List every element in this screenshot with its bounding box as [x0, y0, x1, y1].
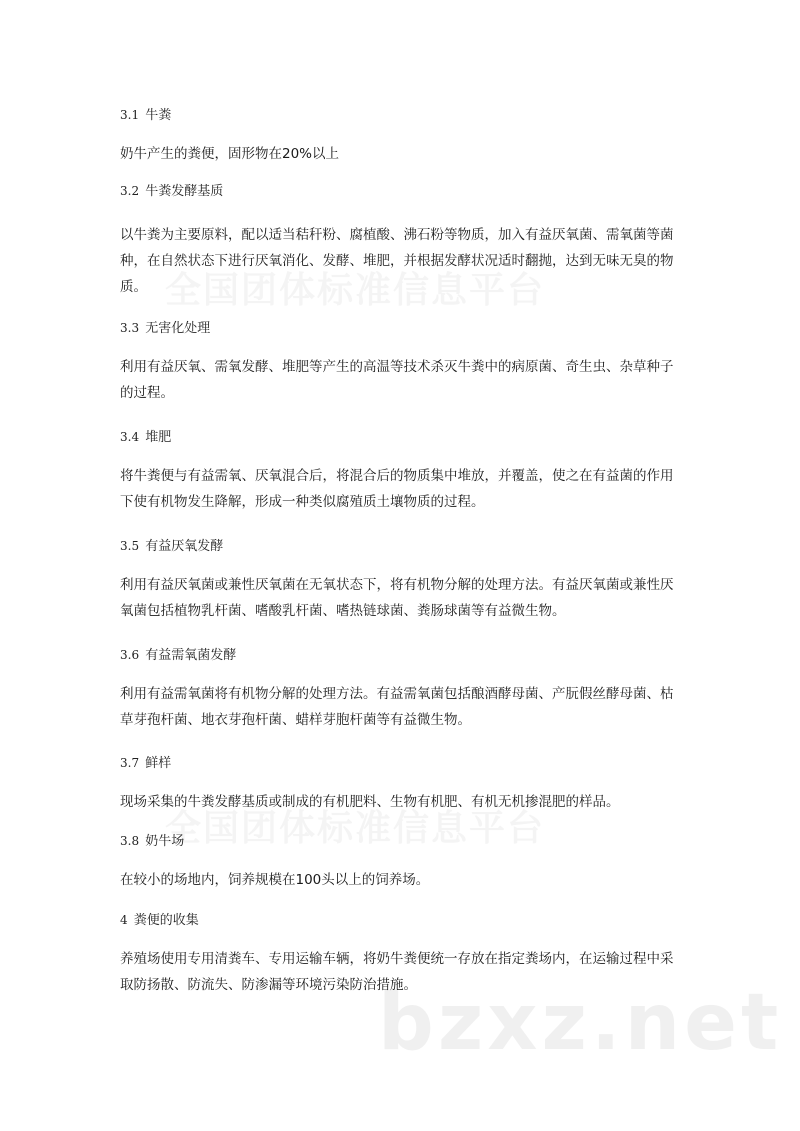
section-number: 3.5: [120, 539, 140, 553]
paragraph-line: 取防扬散、防流失、防渗漏等环境污染防治措施。: [120, 977, 417, 993]
section-number: 3.1: [120, 108, 140, 122]
section-paragraph: [120, 946, 695, 998]
paragraph-line: 利用有益厌氧、需氧发酵、堆肥等产生的高温等技术杀灭牛粪中的病原菌、奇生虫、杂草种子: [120, 359, 674, 375]
paragraph-line: 利用有益厌氧菌或兼性厌氧菌在无氧状态下，将有机物分解的处理方法。有益厌氧菌或兼性厌: [120, 577, 674, 593]
section-title: 粪便的收集: [133, 913, 199, 928]
section-title: 有益厌氧发酵: [145, 539, 224, 554]
section-title: 有益需氧菌发酵: [145, 648, 237, 663]
section-heading: [120, 911, 695, 930]
section-title: 奶牛场: [145, 834, 185, 849]
paragraph-line: 利用有益需氧菌将有机物分解的处理方法。有益需氧菌包括酿酒酵母菌、产朊假丝酵母菌、枯: [120, 686, 674, 702]
section-number: 3.3: [120, 321, 140, 335]
section-paragraph: [120, 789, 695, 815]
section-title: 鲜样: [145, 756, 172, 771]
section-heading: [120, 832, 695, 851]
section-number: 3.4: [120, 430, 140, 444]
paragraph-line: 质。: [120, 279, 147, 295]
paragraph-line: 的过程。: [120, 385, 174, 401]
section-heading: [120, 182, 695, 201]
section-paragraph: [120, 572, 695, 624]
section-number: 3.7: [120, 756, 140, 770]
section-heading: [120, 537, 695, 556]
section-heading: [120, 754, 695, 773]
paragraph-line: 下使有机物发生降解，形成一种类似腐殖质土壤物质的过程。: [120, 494, 485, 510]
section-number: 3.6: [120, 648, 140, 662]
section-paragraph: [120, 141, 695, 167]
section-title: 牛粪发酵基质: [145, 184, 224, 199]
paragraph-line: 草芽孢杆菌、地衣芽孢杆菌、蜡样芽胞杆菌等有益微生物。: [120, 712, 471, 728]
paragraph-line: 现场采集的牛粪发酵基质或制成的有机肥料、生物有机肥、有机无机掺混肥的样品。: [120, 794, 620, 810]
paragraph-line: 氧菌包括植物乳杆菌、嗜酸乳杆菌、嗜热链球菌、粪肠球菌等有益微生物。: [120, 603, 566, 619]
section-paragraph: [120, 222, 695, 300]
section-paragraph: [120, 867, 695, 893]
paragraph-line: 以牛粪为主要原料，配以适当秸秆粉、腐植酸、沸石粉等物质，加入有益厌氧菌、需氧菌等菌: [120, 227, 674, 243]
paragraph-line: 种，在自然状态下进行厌氧消化、发酵、堆肥，并根据发酵状况适时翻抛，达到无味无臭的物: [120, 253, 674, 269]
section-number: 3.2: [120, 184, 140, 198]
section-number: 4: [120, 913, 128, 927]
paragraph-line: 在较小的场地内，饲养规模在100头以上的饲养场。: [120, 872, 430, 888]
section-paragraph: [120, 354, 695, 406]
watermark-site: bzxz.net: [378, 978, 783, 1068]
section-heading: [120, 646, 695, 665]
section-heading: [120, 319, 695, 338]
section-paragraph: [120, 681, 695, 733]
section-title: 牛粪: [145, 108, 172, 123]
section-title: 无害化处理: [145, 321, 211, 336]
section-number: 3.8: [120, 834, 140, 848]
paragraph-line: 养殖场使用专用清粪车、专用运输车辆，将奶牛粪便统一存放在指定粪场内，在运输过程中采: [120, 951, 674, 967]
section-heading: [120, 428, 695, 447]
section-heading: [120, 106, 695, 125]
section-paragraph: [120, 463, 695, 515]
paragraph-line: 奶牛产生的粪便，固形物在20%以上: [120, 146, 340, 162]
section-title: 堆肥: [145, 430, 172, 445]
paragraph-line: 将牛粪便与有益需氧、厌氧混合后，将混合后的物质集中堆放，并覆盖，使之在有益菌的作用: [120, 468, 674, 484]
